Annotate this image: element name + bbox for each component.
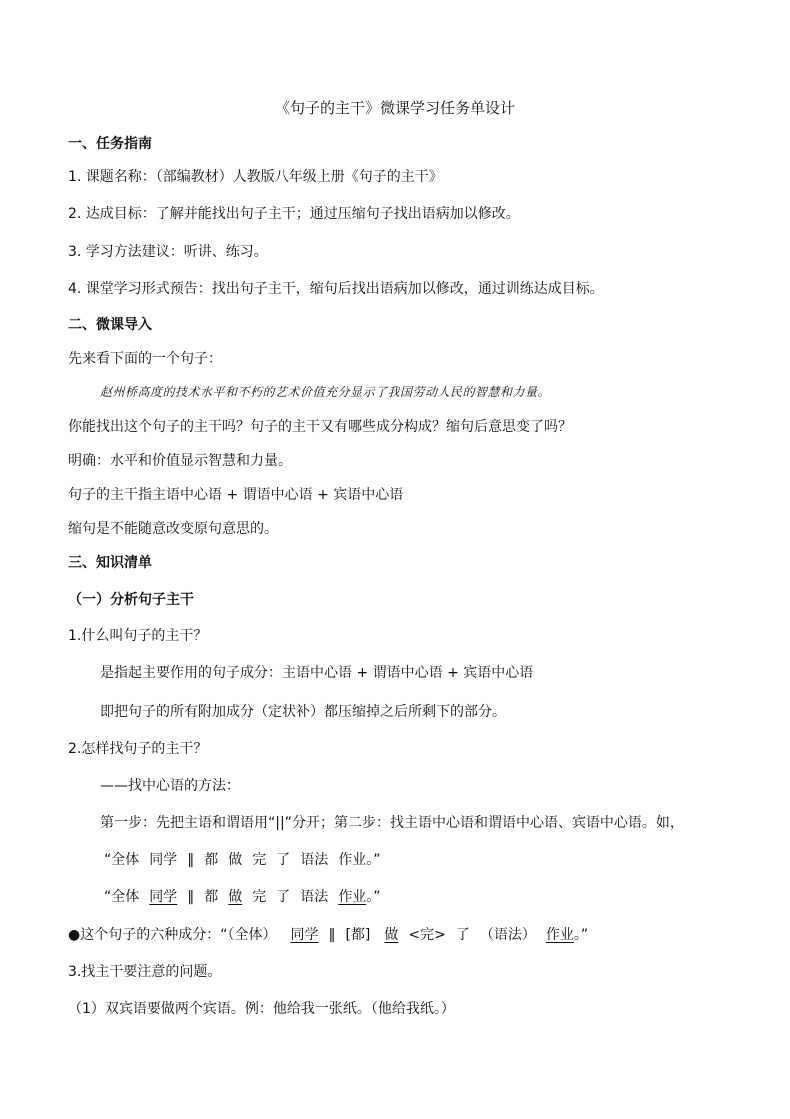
ex2-adverbial: 都 <box>204 889 219 905</box>
note-text: 缩句是不能随意改变原句意思的。 <box>68 521 278 537</box>
ex-particle: 了 <box>276 852 291 868</box>
ex2-verb: 做 <box>228 889 243 905</box>
section-heading-3: 三、知识清单 <box>68 555 152 571</box>
question-1-answer-a: 是指起主要作用的句子成分：主语中心语 + 谓语中心语 + 宾语中心语 <box>100 665 534 681</box>
bullet-subject: 同学 <box>290 927 319 943</box>
question-1: 1.什么叫句子的主干？ <box>68 628 208 644</box>
bullet-complement: <完> <box>408 927 446 943</box>
question-1-answer-b: 即把句子的所有附加成分（定状补）都压缩掉之后所剩下的部分。 <box>100 704 506 720</box>
ex-separator: ‖ <box>187 852 195 868</box>
step-text: 第一步：先把主语和谓语用“||”分开；第二步：找主语中心语和谓语中心语、宾语中心语。如， <box>100 815 684 831</box>
question-3: 3.找主干要注意的问题。 <box>68 964 222 980</box>
definition-text: 句子的主干指主语中心语 + 谓语中心语 + 宾语中心语 <box>68 487 404 503</box>
answer-text: 明确：水平和价值显示智慧和力量。 <box>68 453 292 469</box>
bullet-separator: ‖ <box>328 927 336 943</box>
bullet-attribute: （语法） <box>479 927 536 943</box>
ex-object: 作业 <box>338 852 367 868</box>
ex2-attribute: 语法 <box>300 889 329 905</box>
ex2-close: 。” <box>366 889 381 905</box>
intro-text: 先来看下面的一个句子： <box>68 351 222 367</box>
point-1: （1）双宾语要做两个宾语。例：他给我一张纸。（他给我纸。） <box>68 1001 455 1017</box>
ex-subject: 同学 <box>149 852 178 868</box>
example-line-marked <box>104 887 381 907</box>
bullet-verb: 做 <box>384 927 399 943</box>
guide-item-1: 1. 课题名称：（部编教材）人教版八年级上册《句子的主干》 <box>68 169 443 185</box>
guide-item-2: 2. 达成目标：了解并能找出句子主干；通过压缩句子找出语病加以修改。 <box>68 206 520 222</box>
ex-close: 。” <box>366 852 381 868</box>
question-text: 你能找出这个句子的主干吗？句子的主干又有哪些成分构成？缩句后意思变了吗？ <box>68 419 572 435</box>
bullet-particle: 了 <box>455 927 470 943</box>
bullet-close: 。” <box>573 927 589 943</box>
bullet-lead: ●这个句子的六种成分：“（全体） <box>68 927 277 943</box>
example-line-plain <box>104 850 381 870</box>
ex-open: “全体 <box>104 852 140 868</box>
bullet-components-line <box>68 925 588 945</box>
section-heading-2: 二、微课导入 <box>68 317 152 333</box>
ex-attribute: 语法 <box>300 852 329 868</box>
ex2-particle: 了 <box>276 889 291 905</box>
document-title: 《句子的主干》微课学习任务单设计 <box>275 99 516 117</box>
example-sentence: 赵州桥高度的技术水平和不朽的艺术价值充分显示了我国劳动人民的智慧和力量。 <box>100 385 551 399</box>
section-heading-1: 一、任务指南 <box>68 136 152 152</box>
guide-item-4: 4. 课堂学习形式预告：找出句子主干，缩句后找出语病加以修改，通过训练达成目标。 <box>68 281 604 297</box>
ex2-subject: 同学 <box>149 889 178 905</box>
ex-complement: 完 <box>252 852 267 868</box>
bullet-object: 作业 <box>545 927 574 943</box>
guide-item-3: 3. 学习方法建议：听讲、练习。 <box>68 244 268 260</box>
ex2-complement: 完 <box>252 889 267 905</box>
method-text: ——找中心语的方法： <box>100 778 240 794</box>
ex2-separator: ‖ <box>187 889 195 905</box>
subsection-heading: （一）分析句子主干 <box>68 592 194 608</box>
question-2: 2.怎样找句子的主干？ <box>68 741 208 757</box>
bullet-adverbial: [都] <box>345 927 371 943</box>
ex-verb: 做 <box>228 852 243 868</box>
ex-adverbial: 都 <box>204 852 219 868</box>
ex2-object: 作业 <box>338 889 367 905</box>
ex2-open: “全体 <box>104 889 140 905</box>
